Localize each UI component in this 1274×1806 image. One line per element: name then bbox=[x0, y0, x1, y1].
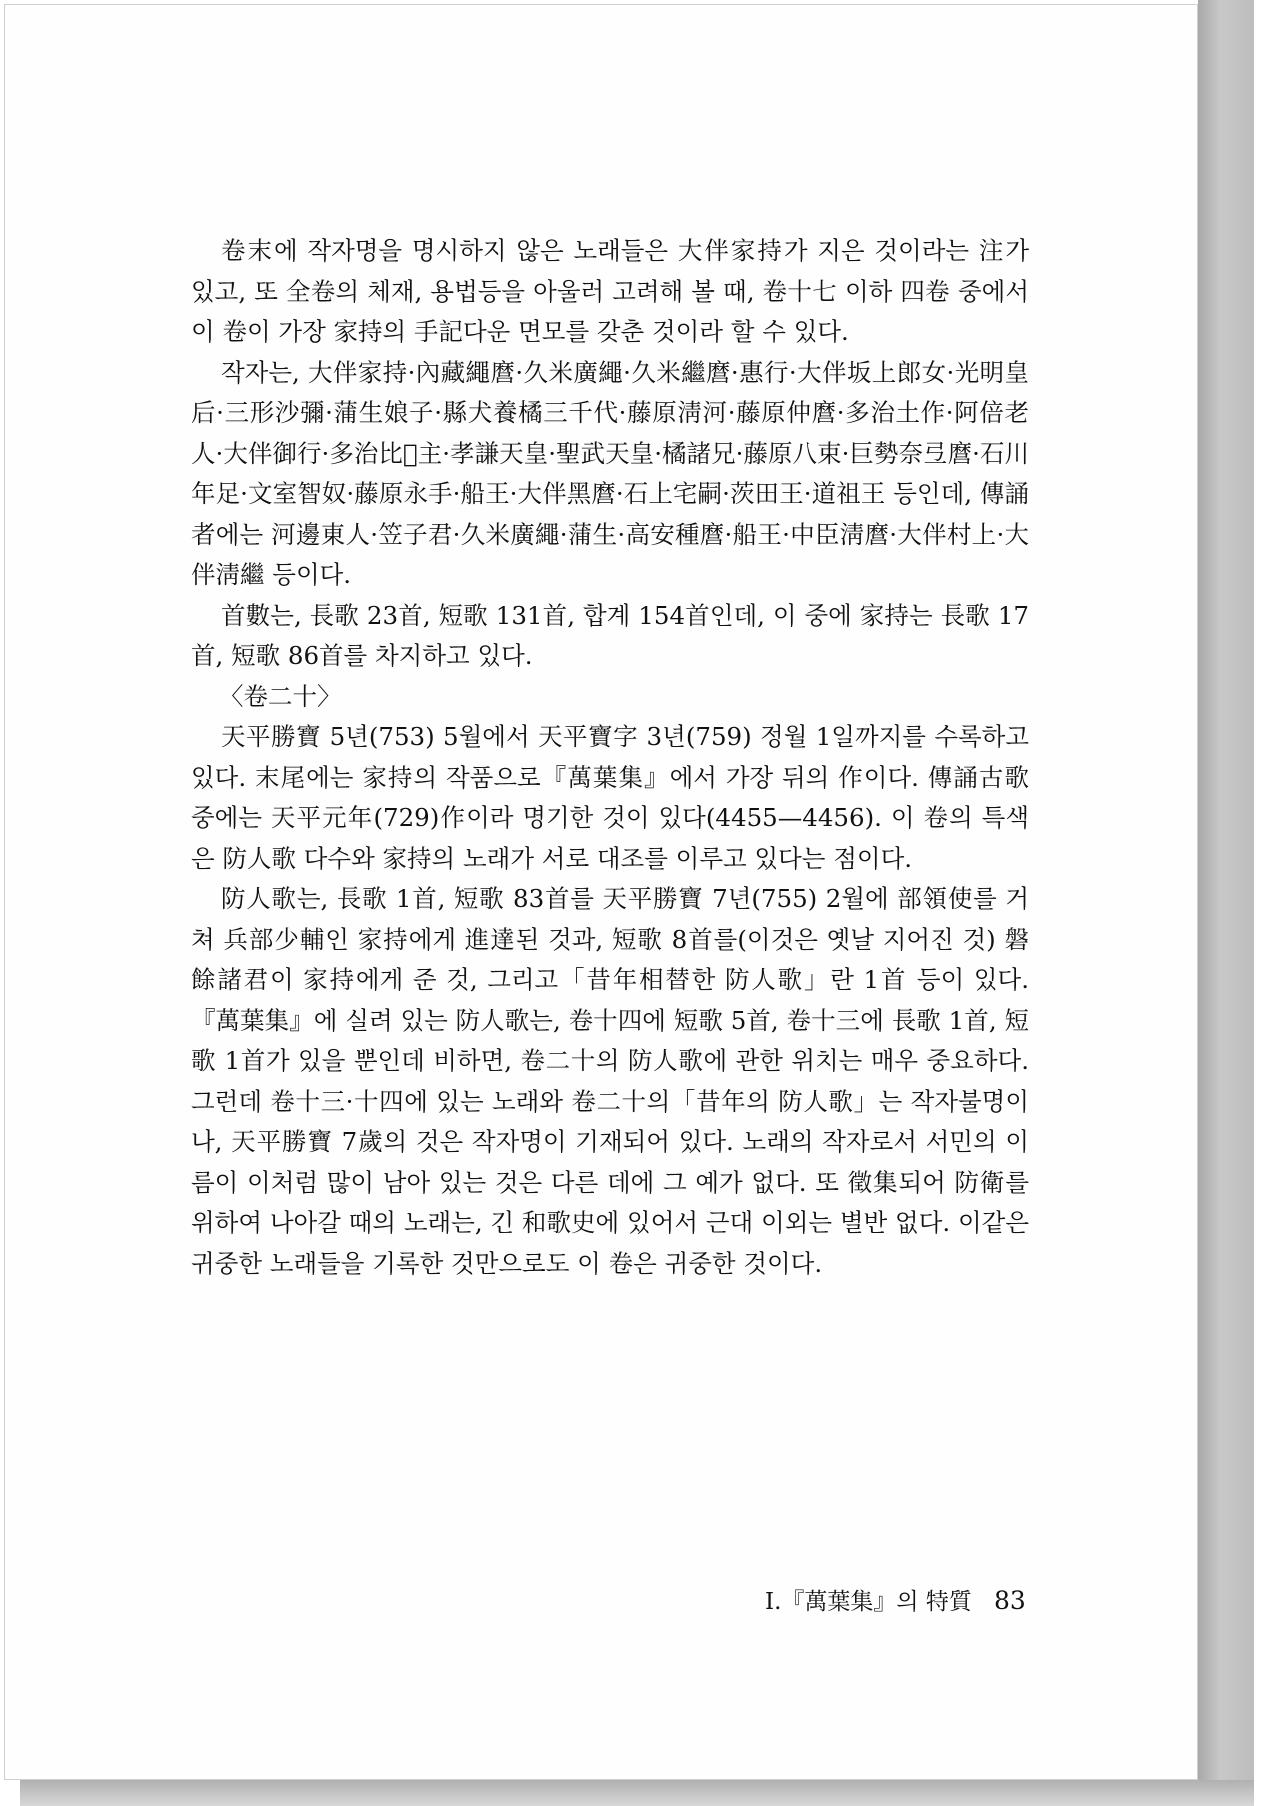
paragraph-scroll-end-notes: 卷末에 작자명을 명시하지 않은 노래들은 大伴家持가 지은 것이라는 注가 있고, 또 全卷의 체재, 용법등을 아울러 고려해 볼 때, 卷十七 이하 四卷 중에서 이 卷이 가장 家持의 手記다운 면모를 갖춘 것이라 할 수 있다. bbox=[191, 236, 1029, 346]
section-heading-volume-20: 〈卷二十〉 bbox=[219, 681, 342, 711]
book-page bbox=[4, 4, 1198, 1780]
page-edge-shadow bbox=[1198, 0, 1254, 1806]
paragraph-poem-count: 首數는, 長歌 23首, 短歌 131首, 합계 154首인데, 이 중에 家持는 長歌 17首, 短歌 86首를 차지하고 있다. bbox=[191, 600, 1029, 670]
paragraph-authors: 작자는, 大伴家持·內藏繩麿·久米廣繩·久米繼麿·惠行·大伴坂上郎女·光明皇后·三形沙彌·蒲生娘子·縣犬養橘三千代·藤原淸河·藤原仲麿·多治土作·阿倍老人·大伴御行·多治比𠨫主·孝謙天皇·聖武天皇·橘諸兄·藤原八束·巨勢奈弖麿·石川年足·文室智奴·藤原永手·船王·大伴黑麿·石上宅嗣·茨田王·道祖王 등인데, 傳誦者에는 河邊東人·笠子君·久米廣繩·蒲生·高安種麿·船王·中臣淸麿·大伴村上·大伴淸繼 등이다. bbox=[191, 357, 1029, 589]
page-bottom-shadow bbox=[20, 1780, 1254, 1806]
body-text bbox=[191, 231, 1029, 1284]
page-number: 83 bbox=[993, 1586, 1026, 1615]
page-footer bbox=[765, 1583, 1025, 1616]
running-title: I.『萬葉集』의 特質 bbox=[765, 1589, 972, 1615]
paragraph-volume-20-scope: 天平勝寶 5년(753) 5월에서 天平寶字 3년(759) 정월 1일까지를 수록하고 있다. 末尾에는 家持의 작품으로『萬葉集』에서 가장 뒤의 作이다. 傳誦古歌 중에는 天平元年(729)作이라 명기한 것이 있다(4455—4456). 이 卷의 특색은 防人歌 다수와 家持의 노래가 서로 대조를 이루고 있다는 점이다. bbox=[191, 722, 1029, 873]
paragraph-sakimori-songs: 防人歌는, 長歌 1首, 短歌 83首를 天平勝寶 7년(755) 2월에 部領使를 거쳐 兵部少輔인 家持에게 進達된 것과, 短歌 8首를(이것은 옛날 지어진 것) 磐餘諸君이 家持에게 준 것, 그리고「昔年相替한 防人歌」란 1首 등이 있다.『萬葉集』에 실려 있는 防人歌는, 卷十四에 短歌 5首, 卷十三에 長歌 1首, 短歌 1首가 있을 뿐인데 비하면, 卷二十의 防人歌에 관한 위치는 매우 중요하다. 그런데 卷十三·十四에 있는 노래와 卷二十의「昔年의 防人歌」는 작자불명이나, 天平勝寶 7歲의 것은 작자명이 기재되어 있다. 노래의 작자로서 서민의 이름이 이처럼 많이 남아 있는 것은 다른 데에 그 예가 없다. 또 徵集되어 防衛를 위하여 나아갈 때의 노래는, 긴 和歌史에 있어서 근대 이외는 별반 없다. 이같은 귀중한 노래들을 기록한 것만으로도 이 卷은 귀중한 것이다. bbox=[191, 884, 1029, 1278]
